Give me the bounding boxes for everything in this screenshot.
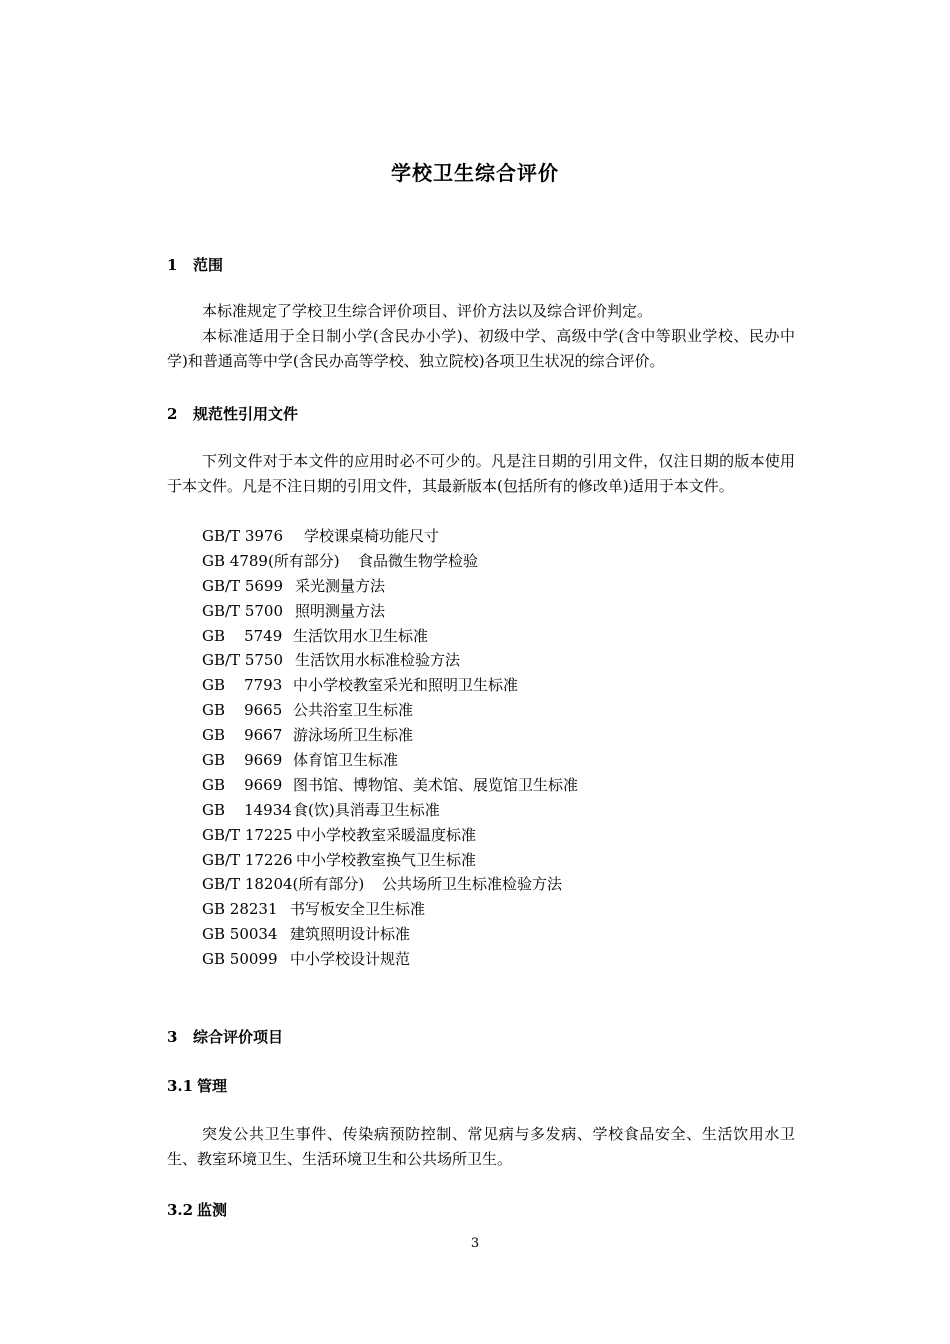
subsection-heading-management bbox=[167, 1075, 227, 1096]
reference-title: 采光测量方法 bbox=[295, 576, 386, 595]
reference-code: GB/T 5700 bbox=[202, 601, 284, 620]
section-title: 范围 bbox=[193, 256, 224, 274]
subsection-number: 3.2 bbox=[167, 1201, 194, 1219]
reference-item bbox=[202, 922, 578, 947]
reference-title: 生活饮用水卫生标准 bbox=[293, 626, 429, 645]
reference-code: GB 5749 bbox=[202, 626, 283, 645]
reference-title: 体育馆卫生标准 bbox=[293, 751, 399, 770]
scope-paragraph-2: 本标准适用于全日制小学(含民办小学)、初级中学、高级中学(含中等职业学校、民办中学)和普通高等中学(含民办高等学校、独立院校)各项卫生状况的综合评价。 bbox=[167, 327, 795, 370]
subsection-title: 监测 bbox=[197, 1201, 228, 1219]
reference-item bbox=[202, 823, 578, 848]
reference-code: GB 50099 bbox=[202, 950, 278, 969]
reference-item bbox=[202, 648, 578, 673]
reference-code: GB 4789(所有部分) bbox=[202, 551, 340, 570]
reference-title: 中小学校教室采光和照明卫生标准 bbox=[293, 676, 519, 695]
reference-item bbox=[202, 549, 578, 574]
section-title: 综合评价项目 bbox=[193, 1028, 284, 1046]
reference-code: GB/T 17225 bbox=[202, 825, 293, 844]
reference-code: GB/T 17226 bbox=[202, 850, 293, 869]
reference-title: 公共场所卫生标准检验方法 bbox=[382, 875, 563, 894]
reference-item bbox=[202, 872, 578, 897]
reference-title: 生活饮用水标准检验方法 bbox=[295, 651, 461, 670]
section-number: 2 bbox=[167, 405, 178, 423]
management-paragraph: 突发公共卫生事件、传染病预防控制、常见病与多发病、学校食品安全、生活饮用水卫生、教室环境卫生、生活环境卫生和公共场所卫生。 bbox=[167, 1125, 795, 1168]
subsection-number: 3.1 bbox=[167, 1077, 194, 1095]
section-title: 规范性引用文件 bbox=[193, 405, 299, 423]
reference-item bbox=[202, 599, 578, 624]
reference-item bbox=[202, 673, 578, 698]
reference-item bbox=[202, 723, 578, 748]
reference-code: GB 50034 bbox=[202, 925, 278, 944]
reference-title: 公共浴室卫生标准 bbox=[293, 701, 414, 720]
reference-title: 照明测量方法 bbox=[295, 601, 386, 620]
reference-title: 书写板安全卫生标准 bbox=[290, 900, 426, 919]
section-heading-normative-references bbox=[167, 403, 298, 424]
reference-code: GB 9667 bbox=[202, 726, 283, 745]
reference-code: GB 7793 bbox=[202, 676, 283, 695]
reference-list bbox=[202, 524, 578, 972]
reference-code: GB 9669 bbox=[202, 775, 283, 794]
section-heading-evaluation-items bbox=[167, 1026, 283, 1047]
references-intro-paragraph: 下列文件对于本文件的应用时必不可少的。凡是注日期的引用文件，仅注日期的版本使用于本文件。凡是不注日期的引用文件，其最新版本(包括所有的修改单)适用于本文件。 bbox=[167, 452, 795, 495]
scope-paragraph-1: 本标准规定了学校卫生综合评价项目、评价方法以及综合评价判定。 bbox=[202, 302, 653, 320]
reference-item bbox=[202, 574, 578, 599]
document-title: 学校卫生综合评价 bbox=[391, 161, 559, 185]
reference-title: 建筑照明设计标准 bbox=[290, 925, 411, 944]
section-number: 3 bbox=[167, 1028, 178, 1046]
subsection-heading-monitoring bbox=[167, 1199, 227, 1220]
reference-code: GB 9669 bbox=[202, 751, 283, 770]
reference-code: GB 28231 bbox=[202, 900, 278, 919]
reference-title: 中小学校教室换气卫生标准 bbox=[296, 850, 477, 869]
section-heading-scope bbox=[167, 254, 223, 275]
reference-item bbox=[202, 773, 578, 798]
reference-code: GB/T 18204(所有部分) bbox=[202, 875, 365, 894]
subsection-title: 管理 bbox=[197, 1077, 228, 1095]
reference-title: 中小学校设计规范 bbox=[290, 950, 411, 969]
reference-code: GB/T 5699 bbox=[202, 576, 284, 595]
reference-code: GB/T 3976 bbox=[202, 527, 284, 545]
reference-item bbox=[202, 848, 578, 873]
reference-title: 食(饮)具消毒卫生标准 bbox=[293, 800, 440, 819]
reference-item bbox=[202, 624, 578, 649]
reference-title: 中小学校教室采暖温度标准 bbox=[296, 825, 477, 844]
reference-item bbox=[202, 798, 578, 823]
section-number: 1 bbox=[167, 256, 178, 274]
reference-item bbox=[202, 698, 578, 723]
reference-title: 学校课桌椅功能尺寸 bbox=[304, 527, 440, 545]
reference-title: 游泳场所卫生标准 bbox=[293, 726, 414, 745]
reference-item bbox=[202, 524, 578, 549]
reference-item bbox=[202, 897, 578, 922]
reference-title: 食品微生物学检验 bbox=[358, 551, 479, 570]
reference-code: GB 9665 bbox=[202, 701, 283, 720]
reference-item bbox=[202, 748, 578, 773]
reference-item bbox=[202, 947, 578, 972]
reference-code: GB 14934 bbox=[202, 800, 292, 819]
reference-title: 图书馆、博物馆、美术馆、展览馆卫生标准 bbox=[293, 775, 579, 794]
page-number: 3 bbox=[470, 1236, 480, 1251]
reference-code: GB/T 5750 bbox=[202, 651, 284, 670]
